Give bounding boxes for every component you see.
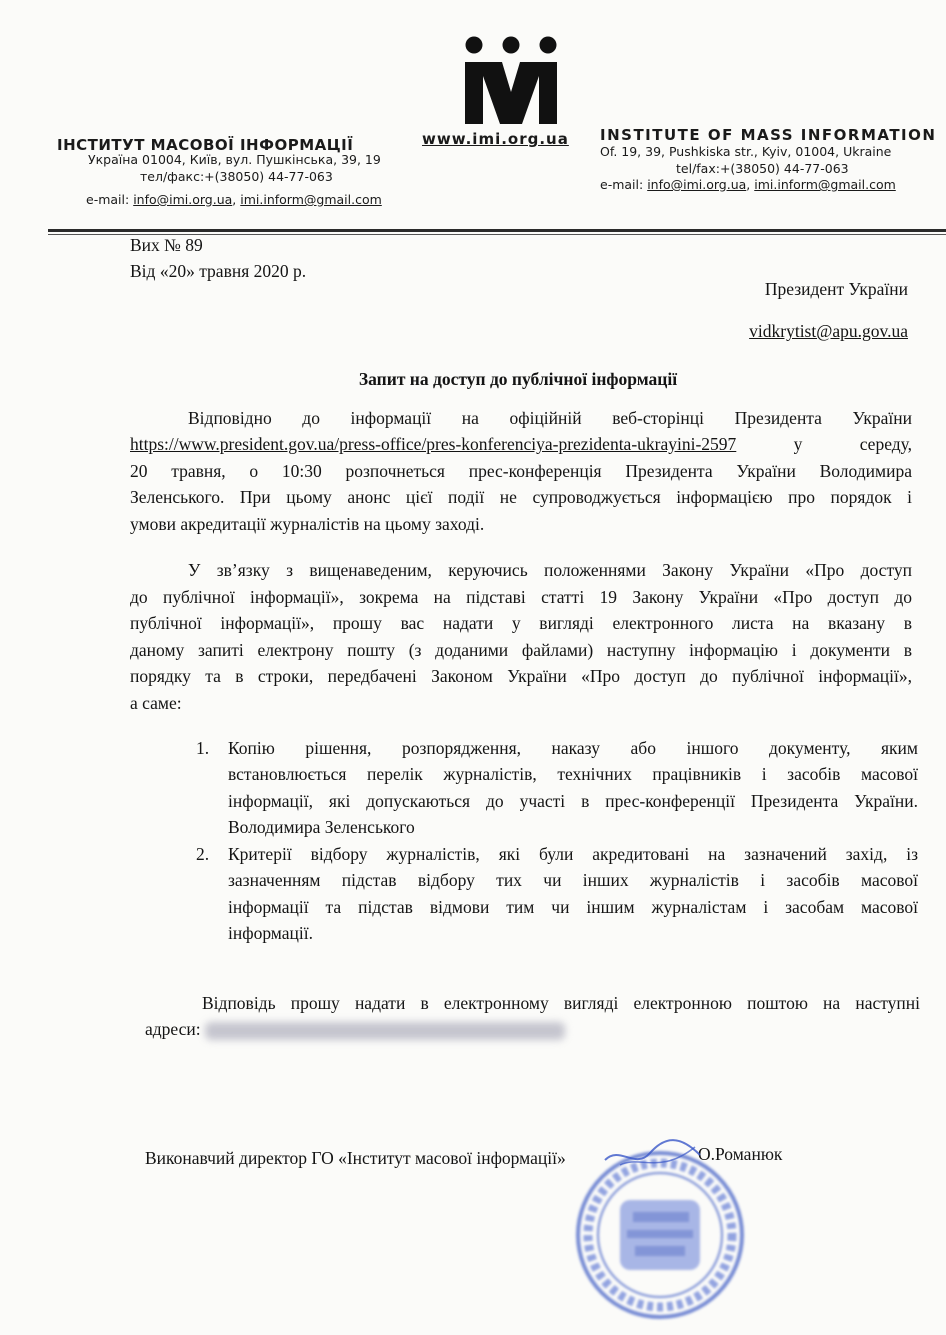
email-link-1[interactable]: info@imi.org.ua — [133, 192, 233, 207]
imi-logo — [462, 36, 560, 126]
email-label: e-mail: — [86, 192, 130, 207]
letter-date: Від «20» травня 2020 р. — [130, 261, 307, 281]
website-link[interactable]: www.imi.org.ua — [422, 130, 569, 148]
email-link-en-1[interactable]: info@imi.org.ua — [647, 177, 747, 192]
email-link-2[interactable]: imi.inform@gmail.com — [240, 192, 382, 207]
list-item-1-line-1: Копію рішення, розпорядження, наказу або іншого документу, яким — [228, 738, 918, 758]
org-name-en: INSTITUTE OF MASS INFORMATION — [600, 126, 937, 144]
email-line-ua: e-mail: info@imi.org.ua, imi.inform@gmail.com — [86, 192, 382, 207]
p2-line-3: публічної інформації», прошу вас надати у вигляді електронного листа на вказану в — [130, 613, 912, 633]
document-title: Запит на доступ до публічної інформації — [358, 369, 678, 389]
org-name-ua: ІНСТИТУТ МАСОВОЇ ІНФОРМАЦІЇ — [57, 136, 354, 154]
list-item-2-line-1: Критерії відбору журналістів, які були акредитовані на зазначений захід, із — [228, 844, 918, 864]
p3-line-1: Відповідь прошу надати в електронному вигляді електронною поштою на наступні — [202, 993, 920, 1013]
handwritten-signature — [600, 1125, 710, 1185]
p1-line-4: Зеленського. При цьому анонс цієї події не супроводжується інформацією про порядок і — [130, 487, 912, 507]
p2-line-6: а саме: — [130, 693, 182, 713]
list-item-2-line-2: зазначенням підстав відбору тих чи інших журналістів і засобів масової — [228, 870, 918, 890]
list-item-1-line-3: інформації, які допускаються до участі в прес-конференції Президента України. — [228, 791, 918, 811]
list-item-1-line-2: встановлюється перелік журналістів, технічних працівників і засобів масової — [228, 764, 918, 784]
p3-line-2: адреси: — [145, 1019, 201, 1039]
recipient-email[interactable]: vidkrytist@apu.gov.ua — [749, 321, 908, 341]
p1-line-3: 20 травня, о 10:30 розпочнеться прес-конференція Президента України Володимира — [130, 461, 912, 481]
p2-line-2: до публічної інформації», зокрема на підставі статті 19 Закону України «Про доступ до — [130, 587, 912, 607]
p2-line-4: даному запиті електрону пошту (з доданими файлами) наступну інформацію і документи в — [130, 640, 912, 660]
phone-ua: тел/факс:+(38050) 44-77-063 — [140, 169, 333, 184]
list-item-2-number: 2. — [196, 844, 210, 864]
email-link-en-2[interactable]: imi.inform@gmail.com — [754, 177, 896, 192]
list-item-1-number: 1. — [196, 738, 210, 758]
list-item-2-line-4: інформації. — [228, 923, 313, 943]
list-item-1-line-4: Володимира Зеленського — [228, 817, 415, 837]
p1-line-1: Відповідно до інформації на офіційній веб-сторінці Президента України — [188, 408, 912, 428]
p2-line-1: У зв’язку з вищенаведеним, керуючись положеннями Закону України «Про доступ — [188, 560, 912, 580]
p2-line-5: порядку та в строки, передбачені Законом України «Про доступ до публічної інформації», — [130, 666, 912, 686]
recipient-name: Президент України — [764, 279, 908, 299]
p1-line-2 — [130, 431, 912, 458]
phone-en: tel/fax:+(38050) 44-77-063 — [676, 161, 849, 176]
p1-line-5: умови акредитації журналістів на цьому заході. — [130, 514, 485, 534]
signatory-position: Виконавчий директор ГО «Інститут масової інформації» — [145, 1148, 566, 1168]
list-item-2-line-3: інформації та підстав відмови тим чи іншим журналістам і засобам масової — [228, 897, 918, 917]
redacted-addresses — [205, 1022, 565, 1040]
press-conference-link[interactable]: https://www.president.gov.ua/press-office/pres-konferenciya-prezidenta-ukrayini-2597 — [130, 434, 737, 454]
address-en: Of. 19, 39, Pushkiska str., Kyiv, 01004, Ukraine — [600, 144, 892, 159]
address-ua: Україна 01004, Київ, вул. Пушкінська, 39, 19 — [88, 152, 381, 167]
email-line-en: e-mail: info@imi.org.ua, imi.inform@gmail.com — [600, 177, 896, 192]
signatory-name: О.Романюк — [698, 1144, 783, 1164]
p1-line-2-rest: у середу, — [793, 434, 913, 454]
outgoing-number: Вих № 89 — [130, 235, 203, 255]
email-label-en: e-mail: — [600, 177, 644, 192]
